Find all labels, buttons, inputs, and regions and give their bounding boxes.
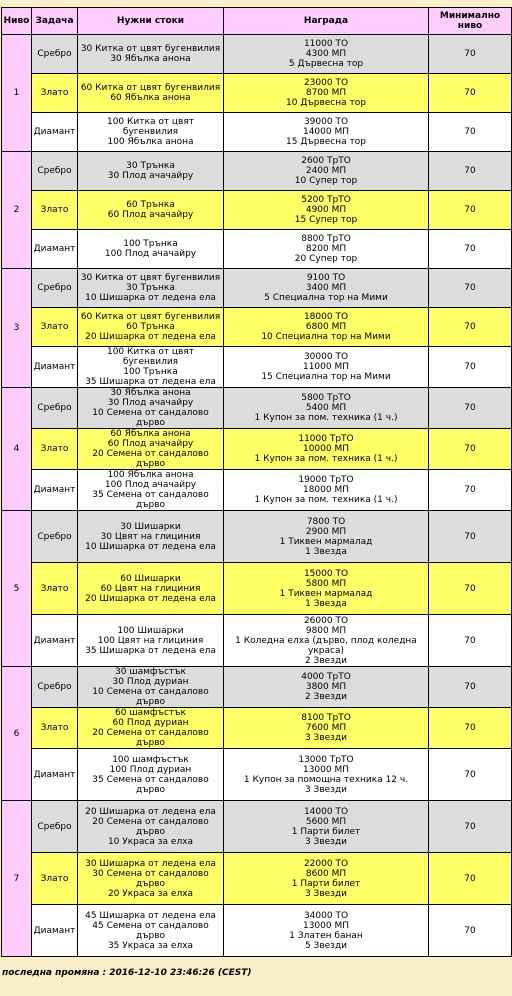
goods-item: 10 Украса за елха [107,836,194,847]
reward-item: 3 Звезди [304,733,348,743]
reward-item: 11000 МП [302,362,350,372]
goods-item: 100 Ябълка анона [107,470,194,480]
reward-item: 1 Купон за пом. техника (1 ч.) [254,454,398,464]
quest-row [2,749,512,801]
quest-row [2,708,512,749]
reward-cell [224,749,429,801]
reward-cell [224,35,429,74]
quest-row [2,470,512,511]
min-level-cell: 70 [429,563,512,615]
goods-item: 60 Ябълка анона [110,429,191,439]
reward-item: 7600 МП [305,723,347,733]
level-cell: 2 [2,152,32,269]
goods-item: 60 Плод ачачайру [107,210,194,220]
goods-cell [78,35,224,74]
reward-item: 2 Звезди [304,655,348,666]
goods-cell [78,74,224,113]
min-level-cell: 70 [429,853,512,905]
goods-item: 30 Трънка [126,161,175,171]
reward-item: 8100 ТрТО [301,713,351,723]
reward-item: 3 Звезди [304,836,348,847]
goods-item: 35 Семена от сандалово дърво [92,774,209,795]
goods-item: 10 Семена от сандалово дърво [92,408,209,428]
goods-cell [78,905,224,957]
reward-item: 11000 ТрТО [298,434,354,444]
reward-item: 13000 МП [302,920,350,931]
reward-cell [224,388,429,429]
reward-cell [224,905,429,957]
goods-cell [78,801,224,853]
reward-cell [224,269,429,308]
quest-row [2,801,512,853]
reward-item: 10000 МП [302,444,350,454]
reward-cell [224,615,429,667]
goods-item: 30 Семена от сандалово дърво [92,868,209,889]
goods-item: 30 Ябълка анона [110,388,191,398]
goods-item: 30 Плод ачачайру [107,398,194,408]
task-cell: Сребро [32,511,78,563]
reward-item: 3 Звезди [304,888,348,899]
reward-cell [224,429,429,470]
goods-item: 30 Плод дуриан [112,677,189,687]
min-level-cell: 70 [429,667,512,708]
quest-row [2,388,512,429]
goods-cell [78,347,224,388]
reward-cell [224,801,429,853]
reward-item: 3400 МП [305,283,347,293]
task-cell: Сребро [32,269,78,308]
goods-cell [78,708,224,749]
reward-item: 1 Купон за пом. техника (1 ч.) [254,413,398,423]
reward-item: 1 Коледна елха (дърво, плод коледна украса) [235,635,417,656]
goods-item: 10 Шишарка от ледена ела [85,293,216,303]
goods-item: 60 Трънка [126,200,175,210]
quest-table [1,7,512,957]
reward-item: 2400 МП [305,166,347,176]
reward-item: 1 Звезда [305,546,347,557]
reward-item: 22000 ТО [303,858,349,869]
goods-item: 30 Ябълка анона [110,54,191,64]
goods-item: 100 Ябълка анона [107,137,194,147]
min-level-cell: 70 [429,308,512,347]
header-min-level: Минимално ниво [429,8,512,35]
reward-item: 39000 ТО [303,117,349,127]
quest-row [2,905,512,957]
min-level-cell: 70 [429,708,512,749]
header-reward: Награда [224,8,429,35]
last-modified: последна промяна : 2016-12-10 23:46:26 (CEST) [2,968,252,978]
goods-item: 20 Семена от сандалово дърво [92,816,209,837]
reward-cell [224,191,429,230]
reward-item: 4300 МП [305,49,347,59]
goods-item: 20 Семена от сандалово дърво [92,449,209,469]
reward-item: 15 Дървесна тор [286,137,366,147]
goods-item: 30 Плод ачачайру [107,171,194,181]
task-cell: Сребро [32,152,78,191]
task-cell: Сребро [32,801,78,853]
goods-item: 60 Цвят на глициния [100,583,201,594]
reward-item: 14000 ТО [303,806,349,817]
goods-item: 35 Шишарка от ледена ела [85,377,216,387]
header-task: Задача [32,8,78,35]
goods-item: 20 Шишарка от ледена ела [85,806,216,817]
reward-item: 19000 ТрТО [298,475,354,485]
reward-item: 3 Звезди [304,784,348,795]
goods-item: 30 Трънка [126,283,175,293]
reward-item: 2900 МП [305,526,347,537]
quest-row [2,230,512,269]
reward-item: 10 Специална тор на Мими [261,332,391,342]
goods-item: 20 Шишарка от ледена ела [85,593,216,604]
task-cell: Диамант [32,347,78,388]
task-cell: Злато [32,74,78,113]
reward-item: 8800 ТрТО [301,234,351,244]
reward-item: 15 Специална тор на Мими [261,372,391,382]
reward-item: 6800 МП [305,322,347,332]
reward-cell [224,152,429,191]
quest-row [2,113,512,152]
reward-item: 5 Специална тор на Мими [264,293,388,303]
level-cell: 4 [2,388,32,511]
task-cell: Сребро [32,388,78,429]
reward-item: 8600 МП [305,868,347,879]
min-level-cell: 70 [429,113,512,152]
goods-item: 60 Ябълка анона [110,93,191,103]
goods-item: 30 Шишарки [120,521,181,532]
goods-cell [78,429,224,470]
reward-cell [224,511,429,563]
reward-item: 1 Звезда [305,598,347,609]
goods-item: 35 Шишарка от ледена ела [85,645,216,656]
reward-cell [224,563,429,615]
goods-item: 60 Китка от цвят бугенвилия [80,312,221,322]
reward-item: 5200 ТрТО [301,195,351,205]
goods-item: 30 Шишарка от ледена ела [85,858,216,869]
goods-cell [78,388,224,429]
goods-item: 60 шамфъстък [115,708,186,718]
level-cell: 6 [2,667,32,801]
reward-item: 13000 МП [302,764,350,775]
reward-item: 4000 ТрТО [301,672,351,682]
reward-item: 5400 МП [305,403,347,413]
goods-item: 60 Китка от цвят бугенвилия [80,83,221,93]
goods-cell [78,615,224,667]
goods-item: 30 Цвят на глициния [100,531,201,542]
goods-item: 60 Плод ачачайру [107,439,194,449]
reward-item: 1 Тиквен мармалад [279,536,373,547]
reward-item: 10 Супер тор [294,176,358,186]
goods-item: 100 Плод дуриан [109,764,192,775]
goods-item: 100 Китка от цвят бугенвилия [106,117,195,137]
reward-item: 18000 МП [302,485,350,495]
goods-item: 100 Шишарки [117,625,184,636]
reward-item: 1 Тиквен мармалад [279,588,373,599]
min-level-cell: 70 [429,35,512,74]
goods-cell [78,152,224,191]
reward-item: 15 Супер тор [294,215,358,225]
header-row [2,8,512,35]
reward-cell [224,708,429,749]
level-cell: 1 [2,35,32,152]
min-level-cell: 70 [429,230,512,269]
quest-row [2,667,512,708]
reward-item: 18000 ТО [303,312,349,322]
task-cell: Злато [32,708,78,749]
reward-item: 7800 ТО [306,516,346,527]
goods-item: 30 шамфъстък [115,667,186,677]
reward-item: 11000 ТО [303,39,349,49]
goods-item: 100 Китка от цвят бугенвилия [106,347,195,367]
task-cell: Злато [32,563,78,615]
min-level-cell: 70 [429,347,512,388]
min-level-cell: 70 [429,152,512,191]
goods-item: 20 Шишарка от ледена ела [85,332,216,342]
goods-item: 10 Семена от сандалово дърво [92,687,209,707]
task-cell: Злато [32,429,78,470]
task-cell: Диамант [32,615,78,667]
goods-item: 100 Трънка [123,367,178,377]
goods-cell [78,191,224,230]
goods-item: 60 Шишарки [120,573,181,584]
goods-item: 60 Трънка [126,322,175,332]
goods-item: 30 Китка от цвят бугенвилия [80,44,221,54]
task-cell: Злато [32,191,78,230]
reward-cell [224,308,429,347]
reward-cell [224,113,429,152]
quest-row [2,511,512,563]
quest-row [2,152,512,191]
goods-cell [78,853,224,905]
goods-cell [78,113,224,152]
task-cell: Диамант [32,905,78,957]
level-cell: 3 [2,269,32,388]
task-cell: Сребро [32,667,78,708]
task-cell: Диамант [32,113,78,152]
min-level-cell: 70 [429,191,512,230]
min-level-cell: 70 [429,511,512,563]
goods-item: 35 Украса за елха [107,940,194,951]
goods-item: 100 Плод ачачайру [104,480,197,490]
goods-item: 100 Цвят на глициния [97,635,204,646]
quest-row [2,615,512,667]
quest-row [2,563,512,615]
task-cell: Злато [32,308,78,347]
task-cell: Диамант [32,749,78,801]
reward-item: 26000 ТО [303,615,349,626]
header-level: Ниво [2,8,32,35]
reward-item: 23000 ТО [303,78,349,88]
reward-cell [224,230,429,269]
reward-item: 2600 ТрТО [301,156,351,166]
level-cell: 5 [2,511,32,667]
goods-item: 100 Плод ачачайру [104,249,197,259]
goods-item: 100 Трънка [123,239,178,249]
min-level-cell: 70 [429,470,512,511]
min-level-cell: 70 [429,74,512,113]
reward-item: 2 Звезди [304,692,348,702]
reward-item: 5 Звезди [304,940,348,951]
reward-item: 13000 ТрТО [298,754,354,765]
quest-row [2,269,512,308]
task-cell: Диамант [32,230,78,269]
goods-cell [78,511,224,563]
goods-cell [78,308,224,347]
reward-item: 8200 МП [305,244,347,254]
reward-item: 8700 МП [305,88,347,98]
quest-row [2,853,512,905]
quest-row [2,347,512,388]
goods-item: 20 Украса за елха [107,888,194,899]
reward-item: 14000 МП [302,127,350,137]
min-level-cell: 70 [429,749,512,801]
reward-item: 20 Супер тор [294,254,358,264]
goods-item: 20 Семена от сандалово дърво [92,728,209,748]
reward-cell [224,853,429,905]
goods-item: 100 шамфъстък [112,754,189,765]
reward-item: 1 Златен банан [289,930,363,941]
reward-item: 5600 МП [305,816,347,827]
reward-cell [224,347,429,388]
quest-table-body [2,35,512,957]
quest-row [2,35,512,74]
min-level-cell: 70 [429,615,512,667]
reward-item: 30000 ТО [303,352,349,362]
reward-cell [224,667,429,708]
min-level-cell: 70 [429,269,512,308]
min-level-cell: 70 [429,905,512,957]
goods-item: 60 Плод дуриан [112,718,189,728]
quest-row [2,74,512,113]
reward-item: 3800 МП [305,682,347,692]
reward-cell [224,74,429,113]
task-cell: Диамант [32,470,78,511]
reward-item: 4900 МП [305,205,347,215]
goods-item: 30 Китка от цвят бугенвилия [80,273,221,283]
reward-item: 1 Купон за помощна техника 12 ч. [243,774,409,785]
goods-cell [78,563,224,615]
goods-item: 45 Семена от сандалово дърво [92,920,209,941]
reward-item: 1 Парти билет [291,878,361,889]
goods-item: 45 Шишарка от ледена ела [85,910,216,921]
reward-cell [224,470,429,511]
reward-item: 34000 ТО [303,910,349,921]
min-level-cell: 70 [429,429,512,470]
task-cell: Злато [32,853,78,905]
quest-row [2,308,512,347]
reward-item: 5 Дървесна тор [288,59,364,69]
reward-item: 1 Купон за пом. техника (1 ч.) [254,495,398,505]
goods-cell [78,230,224,269]
quest-row [2,429,512,470]
reward-item: 15000 ТО [303,568,349,579]
reward-item: 9800 МП [305,625,347,636]
min-level-cell: 70 [429,388,512,429]
level-cell: 7 [2,801,32,957]
header-goods: Нужни стоки [78,8,224,35]
min-level-cell: 70 [429,801,512,853]
task-cell: Сребро [32,35,78,74]
goods-cell [78,667,224,708]
reward-item: 5800 ТрТО [301,393,351,403]
goods-cell [78,269,224,308]
reward-item: 10 Дървесна тор [286,98,366,108]
goods-item: 10 Шишарка от ледена ела [85,541,216,552]
reward-item: 9100 ТО [306,273,346,283]
reward-item: 5800 МП [305,578,347,589]
goods-cell [78,470,224,511]
goods-item: 35 Семена от сандалово дърво [92,490,209,510]
goods-cell [78,749,224,801]
reward-item: 1 Парти билет [291,826,361,837]
quest-row [2,191,512,230]
